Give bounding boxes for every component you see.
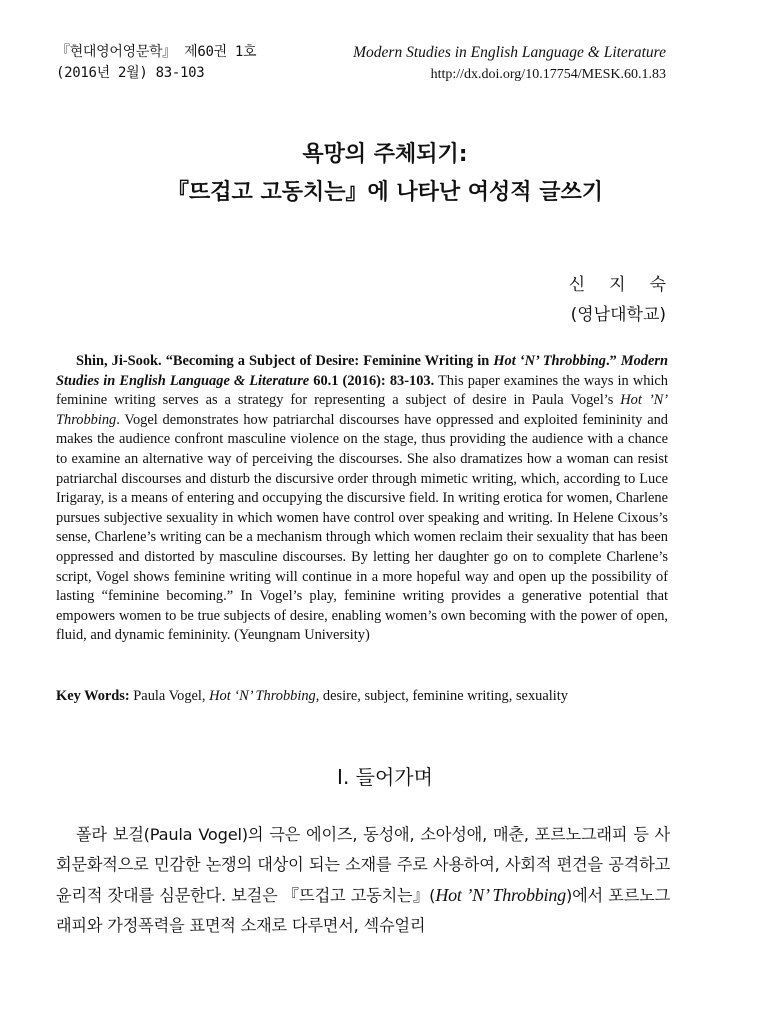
journal-header-ko — [56, 42, 256, 84]
abstract — [56, 352, 668, 646]
abstract-play-title: Hot ’N’ Throbbing — [56, 392, 668, 428]
citation-journal: Modern Studies in English Language & Literature — [56, 353, 668, 389]
citation-end: .” — [605, 353, 617, 369]
abstract-text-1: This paper examines the ways in which feminine writing serves as a strategy for representing a subject of desire in Paula Vogel’s — [56, 372, 668, 409]
paper-title — [0, 136, 770, 212]
body-text-1: 폴라 보걸(Paula Vogel)의 극은 에이즈, 동성애, 소아성애, 매춘, 포르노그래피 등 사회문화적으로 민감한 논쟁의 대상이 되는 소재를 주로 사용하여, 사회적 편견을 공격하고 윤리적 잣대를 심문한다. 보걸은 『뜨겁고 고동치는』( — [56, 825, 670, 905]
citation-author: Shin, Ji-Sook. “Becoming a Subject of Desire: Feminine Writing in — [76, 353, 494, 369]
citation-volume: 60.1 (2016): 83-103. — [309, 372, 435, 389]
keywords-post: , desire, subject, feminine writing, sexuality — [315, 688, 568, 704]
body-text-2: )에서 포르노그래피와 가정폭력을 표면적 소재로 다루면서, 섹슈얼리 — [56, 886, 671, 935]
section-heading: I. 들어가며 — [337, 765, 433, 789]
issue-date-pages: (2016년 2월) 83-103 — [56, 65, 205, 81]
journal-header-en — [353, 42, 666, 86]
body-play-title: Hot ’N’ Throbbing — [435, 885, 566, 905]
title-line-2: 『뜨겁고 고동치는』에 나타난 여성적 글쓰기 — [167, 180, 603, 205]
author-affiliation: (영남대학교) — [570, 305, 666, 325]
title-line-1: 욕망의 주체되기: — [302, 142, 468, 167]
doi-link[interactable]: http://dx.doi.org/10.17754/MESK.60.1.83 — [430, 67, 666, 82]
journal-name-en: Modern Studies in English Language & Literature — [353, 44, 666, 61]
keywords-pre: Paula Vogel, — [129, 688, 210, 704]
abstract-text-2: . Vogel demonstrates how patriarchal discourses have oppressed and exploited femininity and makes the audience confront masculine violence on the stage, thus providing the audience with a chance to examine an alternative way of perceiving the discourses. She also dramatizes how a woman can resist patriarchal discourses and disturb the discursive order through mimetic writing, which, according to Luce Irigaray, is a means of entering and occupying the discursive field. In writing erotica for women, Charlene pursues subjective sexuality in which women have control over speaking and writing. In Helene Cixous’s sense, Charlene’s writing can be a mechanism through which women reclaim their sexuality that has been oppressed and distorted by masculine discourses. By letting her daughter go on to complete Charlene’s script, Vogel shows feminine writing will continue in a more hopeful way and open up the possibility of lasting “feminine becoming.” In Vogel’s play, feminine writing provides a generative potential that empowers women to be true subjects of desire, enabling women’s own becoming with the power of open, fluid, and dynamic femininity. (Yeungnam University) — [56, 411, 668, 644]
keywords-play: Hot ‘N’ Throbbing — [209, 688, 316, 704]
citation-play: Hot ‘N’ Throbbing — [493, 353, 606, 369]
keywords-label: Key Words: — [56, 688, 130, 704]
author-name: 신지숙 — [568, 275, 690, 295]
author-block — [568, 270, 690, 330]
keywords — [56, 686, 668, 706]
body-paragraph — [56, 820, 670, 941]
journal-name-ko: 『현대영어영문학』 제60권 1호 — [56, 44, 257, 60]
